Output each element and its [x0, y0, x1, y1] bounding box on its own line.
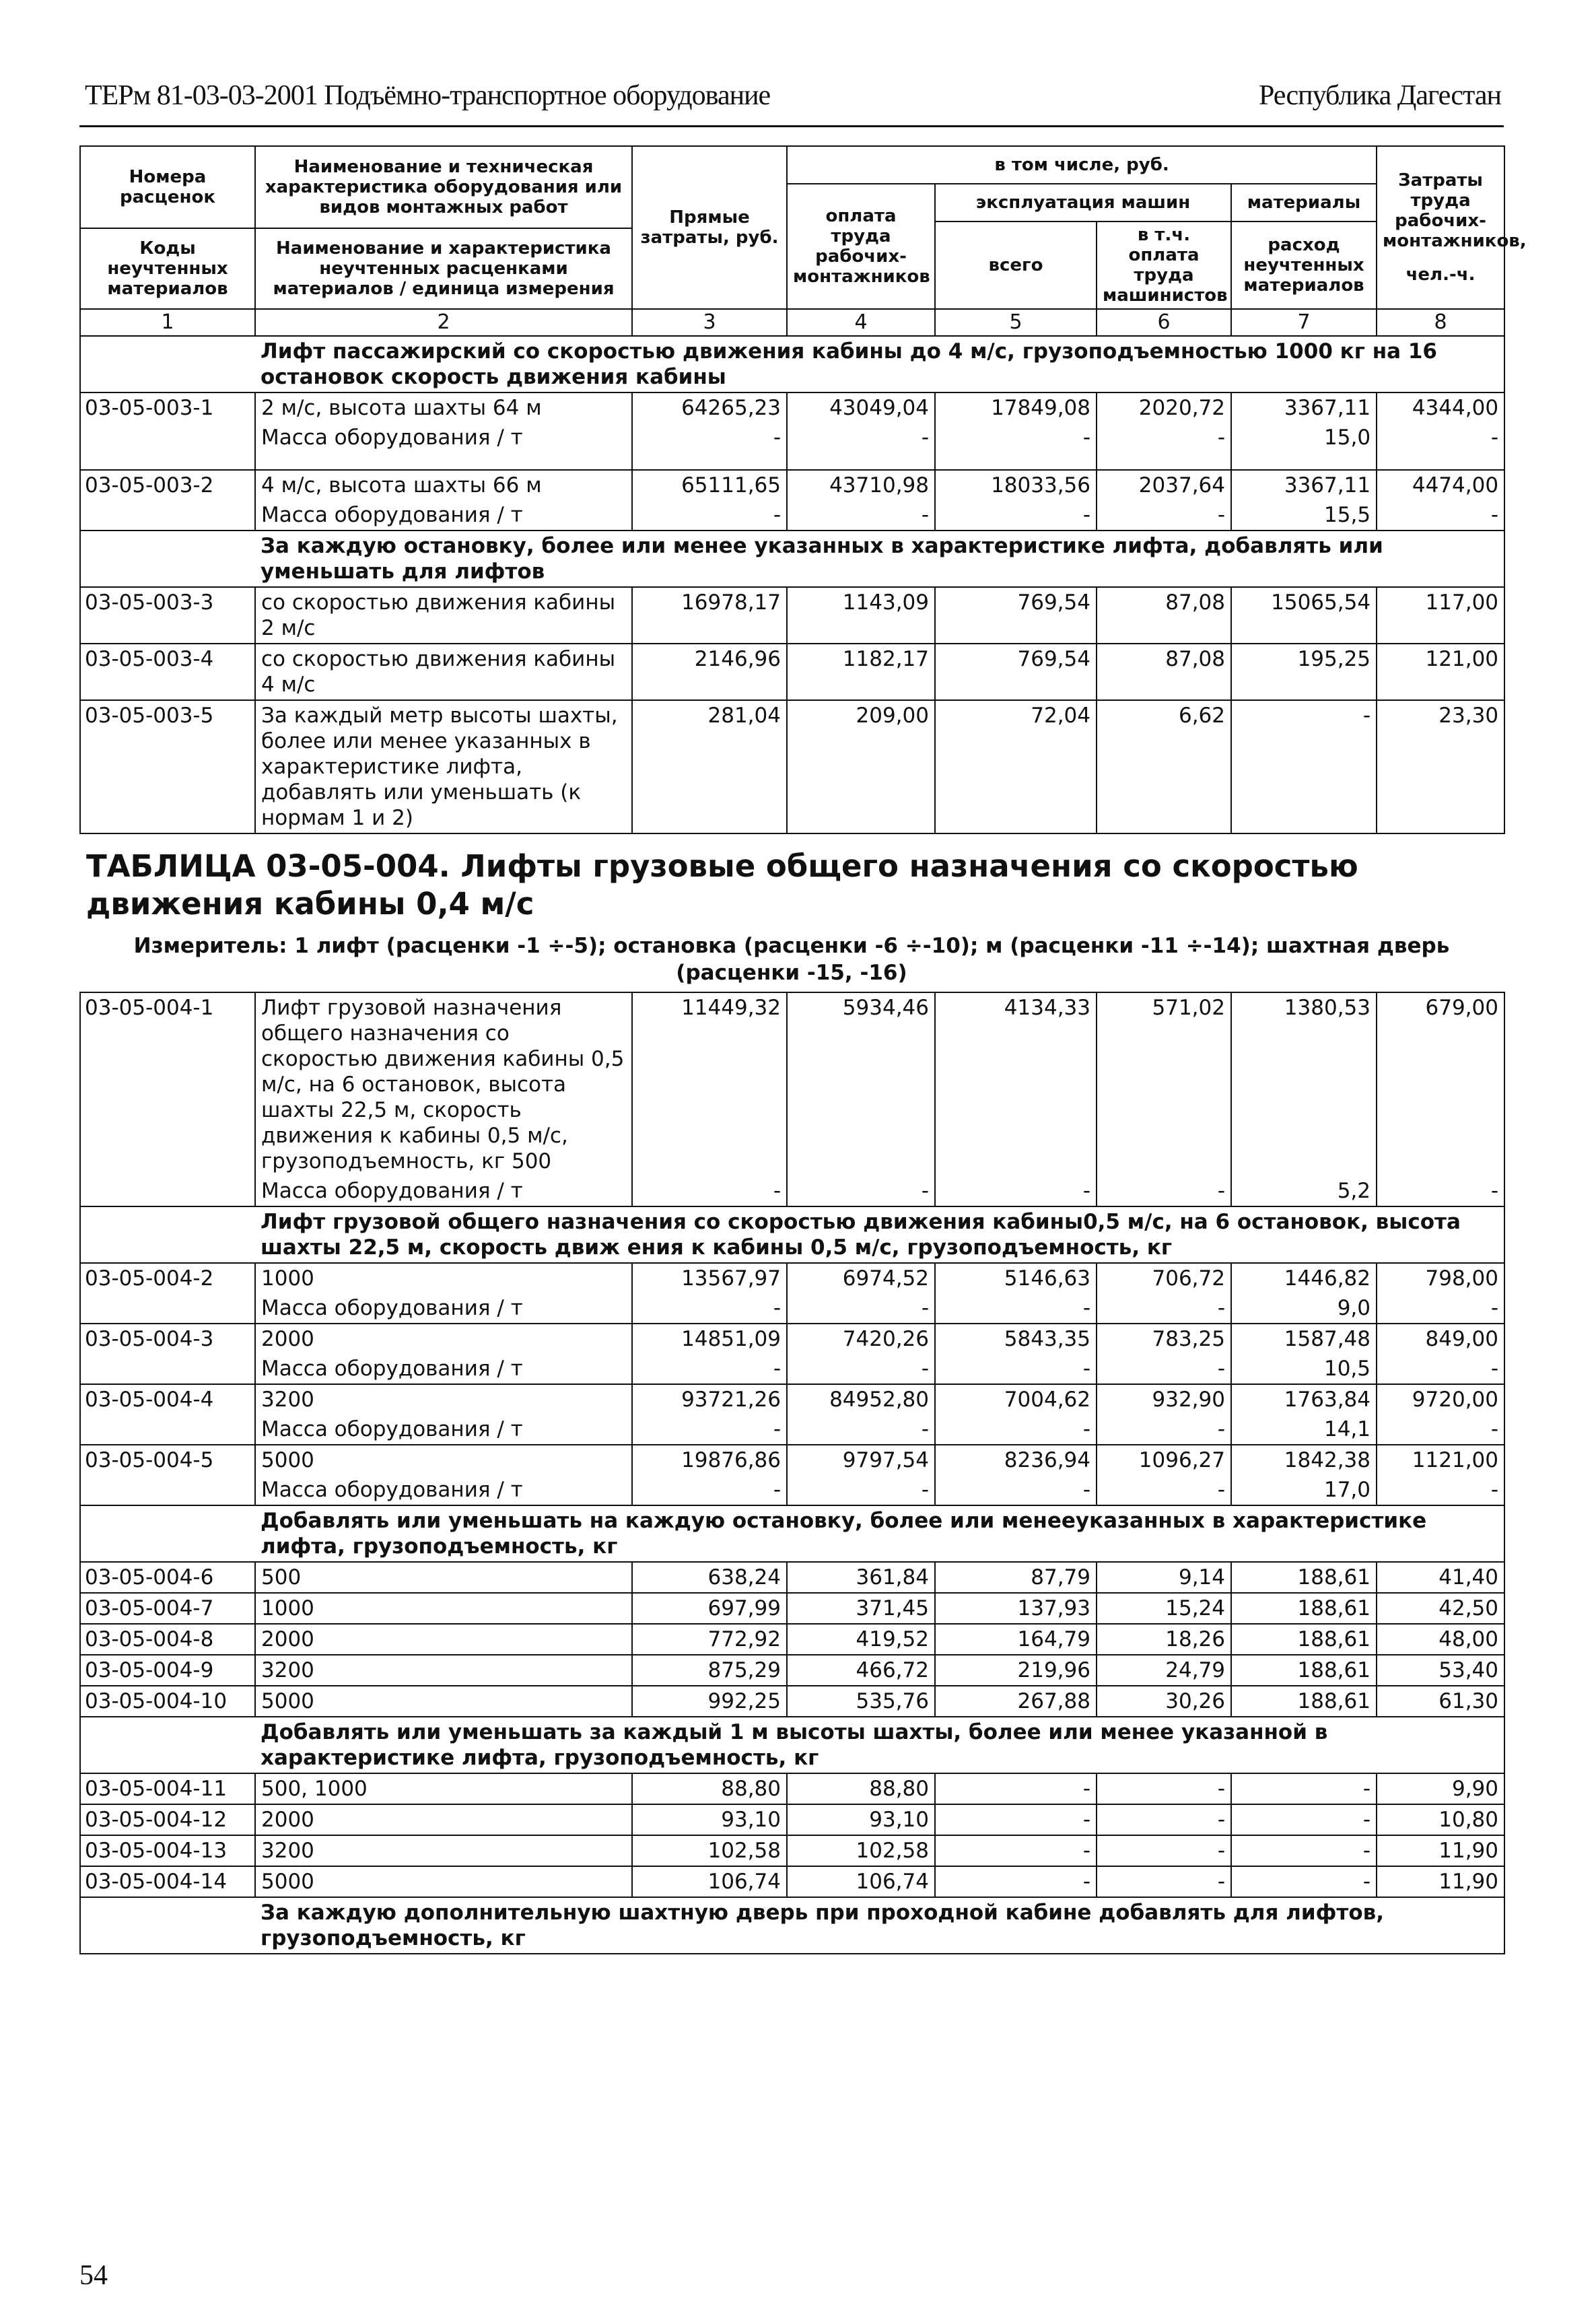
- equipment-mass-row: [80, 1414, 1504, 1445]
- col-number: 4: [787, 309, 935, 336]
- value-c4: 209,00: [787, 700, 935, 833]
- mass-value-c7: 9,0: [1231, 1293, 1377, 1324]
- section-heading-row: [80, 531, 1504, 587]
- value-c8: 61,30: [1377, 1686, 1504, 1717]
- section-heading: За каждую остановку, более или менее указанных в характеристике лифта, добавлять или уменьшать для лифтов: [255, 531, 1504, 587]
- rate-description: 2 м/с, высота шахты 64 м: [255, 392, 632, 423]
- value-c7: 1446,82: [1231, 1263, 1377, 1293]
- value-c4: 535,76: [787, 1686, 935, 1717]
- price-table-frame: [79, 145, 1527, 2230]
- value-c7: 1587,48: [1231, 1324, 1377, 1354]
- value-c6: -: [1097, 1773, 1231, 1804]
- mass-value-c4: -: [787, 1293, 935, 1324]
- value-c3: 11449,32: [632, 992, 787, 1176]
- rate-code: 03-05-003-2: [80, 470, 255, 500]
- mass-value-c4: -: [787, 1354, 935, 1384]
- value-c8: 11,90: [1377, 1866, 1504, 1897]
- col-number: 3: [632, 309, 787, 336]
- value-c3: 93,10: [632, 1804, 787, 1835]
- rate-description: Лифт грузовой назначения общего назначения со скоростью движения кабины 0,5 м/с, на 6 остановок, высота шахты 22,5 м, скорость движения к кабины 0,5 м/с, грузоподъемность, кг 500: [255, 992, 632, 1176]
- mass-value-c6: -: [1097, 1354, 1231, 1384]
- mass-value-c8: -: [1377, 1293, 1504, 1324]
- col-header-material-codes: Коды неучтенных материалов: [80, 228, 255, 309]
- mass-value-c5: -: [935, 423, 1097, 470]
- col-header-operator-wages: в т.ч. оплата труда машинистов: [1097, 221, 1231, 309]
- table-row: [80, 587, 1504, 644]
- mass-value-c8: -: [1377, 423, 1504, 470]
- col-number: 5: [935, 309, 1097, 336]
- rate-code-empty: [80, 1176, 255, 1206]
- value-c4: 9797,54: [787, 1445, 935, 1475]
- rate-code: 03-05-004-12: [80, 1804, 255, 1835]
- table-row: [80, 1866, 1504, 1897]
- value-c8: 679,00: [1377, 992, 1504, 1176]
- rate-code: 03-05-004-1: [80, 992, 255, 1176]
- section-code-cell: [80, 336, 255, 392]
- col-header-materials: материалы: [1231, 184, 1377, 221]
- value-c3: 638,24: [632, 1562, 787, 1593]
- col-header-machines: эксплуатация машин: [935, 184, 1231, 221]
- mass-value-c3: -: [632, 423, 787, 470]
- mass-value-c5: -: [935, 1293, 1097, 1324]
- table-body-block1: [80, 336, 1504, 833]
- value-c7: 1842,38: [1231, 1445, 1377, 1475]
- table-row: [80, 1773, 1504, 1804]
- value-c8: 849,00: [1377, 1324, 1504, 1354]
- table-row: [80, 470, 1504, 500]
- rate-code: 03-05-004-4: [80, 1384, 255, 1414]
- value-c8: 4474,00: [1377, 470, 1504, 500]
- table-row: [80, 1593, 1504, 1624]
- rate-code: 03-05-004-7: [80, 1593, 255, 1624]
- rate-code-empty: [80, 1414, 255, 1445]
- value-c5: 87,79: [935, 1562, 1097, 1593]
- value-c6: 6,62: [1097, 700, 1231, 833]
- rate-code: 03-05-003-3: [80, 587, 255, 644]
- rate-code: 03-05-004-13: [80, 1835, 255, 1866]
- value-c5: -: [935, 1866, 1097, 1897]
- value-c4: 1143,09: [787, 587, 935, 644]
- rate-code: 03-05-004-5: [80, 1445, 255, 1475]
- rate-description: 1000: [255, 1593, 632, 1624]
- table-row: [80, 1804, 1504, 1835]
- value-c4: 371,45: [787, 1593, 935, 1624]
- mass-value-c3: -: [632, 1414, 787, 1445]
- value-c3: 16978,17: [632, 587, 787, 644]
- section-code-cell: [80, 531, 255, 587]
- value-c7: -: [1231, 1773, 1377, 1804]
- value-c6: -: [1097, 1835, 1231, 1866]
- mass-value-c7: 17,0: [1231, 1475, 1377, 1505]
- value-c8: 121,00: [1377, 644, 1504, 700]
- rate-description: 3200: [255, 1655, 632, 1686]
- value-c3: 875,29: [632, 1655, 787, 1686]
- mass-value-c4: -: [787, 1475, 935, 1505]
- value-c8: 41,40: [1377, 1562, 1504, 1593]
- value-c7: 188,61: [1231, 1686, 1377, 1717]
- section-heading-row: [80, 1717, 1504, 1773]
- value-c3: 772,92: [632, 1624, 787, 1655]
- value-c6: 9,14: [1097, 1562, 1231, 1593]
- rate-code: 03-05-004-3: [80, 1324, 255, 1354]
- document-header-title: ТЕРм 81-03-03-2001 Подъёмно-транспортное оборудование: [85, 80, 771, 111]
- col-header-numbers: Номера расценок: [80, 146, 255, 228]
- rate-code: 03-05-004-10: [80, 1686, 255, 1717]
- value-c6: 15,24: [1097, 1593, 1231, 1624]
- col-number: 1: [80, 309, 255, 336]
- table-row: [80, 992, 1504, 1176]
- price-table: [79, 145, 1527, 834]
- col-header-material-names: Наименование и характеристика неучтенных расценками материалов / единица измерения: [255, 228, 632, 309]
- value-c3: 14851,09: [632, 1324, 787, 1354]
- value-c6: -: [1097, 1804, 1231, 1835]
- table-row: [80, 392, 1504, 423]
- value-c8: 42,50: [1377, 1593, 1504, 1624]
- mass-value-c5: -: [935, 1475, 1097, 1505]
- col-header-group-including: в том числе, руб.: [787, 146, 1377, 184]
- table-body-block2: [80, 992, 1504, 1954]
- value-c6: 87,08: [1097, 644, 1231, 700]
- value-c6: 932,90: [1097, 1384, 1231, 1414]
- mass-value-c3: -: [632, 1293, 787, 1324]
- value-c4: 93,10: [787, 1804, 935, 1835]
- col-header-labor-costs: Затраты труда рабочих-монтажников, чел.-ч.: [1377, 146, 1504, 309]
- mass-value-c3: -: [632, 1354, 787, 1384]
- mass-value-c3: -: [632, 500, 787, 531]
- rate-description: 500, 1000: [255, 1773, 632, 1804]
- mass-value-c7: 14,1: [1231, 1414, 1377, 1445]
- col-header-name: Наименование и техническая характеристика оборудования или видов монтажных работ: [255, 146, 632, 228]
- rate-description: 5000: [255, 1686, 632, 1717]
- equipment-mass-label: Масса оборудования / т: [255, 423, 632, 470]
- value-c4: 419,52: [787, 1624, 935, 1655]
- page-number: 54: [79, 2260, 108, 2291]
- value-c4: 106,74: [787, 1866, 935, 1897]
- equipment-mass-label: Масса оборудования / т: [255, 1475, 632, 1505]
- col-header-total: всего: [935, 221, 1097, 309]
- section-heading-row: [80, 1505, 1504, 1562]
- value-c4: 5934,46: [787, 992, 935, 1176]
- table-title: ТАБЛИЦА 03-05-004. Лифты грузовые общего назначения со скоростью движения кабины 0,4 м/с: [86, 848, 1358, 922]
- value-c3: 64265,23: [632, 392, 787, 423]
- value-c6: 783,25: [1097, 1324, 1231, 1354]
- value-c8: 117,00: [1377, 587, 1504, 644]
- rate-description: 500: [255, 1562, 632, 1593]
- section-code-cell: [80, 1717, 255, 1773]
- mass-value-c6: -: [1097, 423, 1231, 470]
- section-heading: Добавлять или уменьшать на каждую остановку, более или менееуказанных в характеристике лифта, грузоподъемность, кг: [255, 1505, 1504, 1562]
- section-heading: За каждую дополнительную шахтную дверь при проходной кабине добавлять для лифтов, грузоподъемность, кг: [255, 1897, 1504, 1954]
- value-c4: 361,84: [787, 1562, 935, 1593]
- rate-code: 03-05-004-14: [80, 1866, 255, 1897]
- value-c3: 102,58: [632, 1835, 787, 1866]
- value-c6: 1096,27: [1097, 1445, 1231, 1475]
- table-row: [80, 1324, 1504, 1354]
- table-row: [80, 644, 1504, 700]
- section-heading-row: [80, 1897, 1504, 1954]
- value-c4: 43049,04: [787, 392, 935, 423]
- table-row: [80, 1655, 1504, 1686]
- col-number: 7: [1231, 309, 1377, 336]
- value-c6: 2037,64: [1097, 470, 1231, 500]
- value-c7: -: [1231, 700, 1377, 833]
- section-heading: Добавлять или уменьшать за каждый 1 м высоты шахты, более или менее указанной в характеристике лифта, грузоподъемность, кг: [255, 1717, 1504, 1773]
- rate-code-empty: [80, 1354, 255, 1384]
- table-row: [80, 1384, 1504, 1414]
- col-header-wages: оплата труда рабочих-монтажников: [787, 184, 935, 309]
- value-c5: 164,79: [935, 1624, 1097, 1655]
- table-row: [80, 1686, 1504, 1717]
- value-c3: 19876,86: [632, 1445, 787, 1475]
- rate-description: 2000: [255, 1624, 632, 1655]
- mass-value-c8: -: [1377, 500, 1504, 531]
- rate-code-empty: [80, 500, 255, 531]
- value-c4: 88,80: [787, 1773, 935, 1804]
- rate-code-empty: [80, 423, 255, 470]
- value-c6: 87,08: [1097, 587, 1231, 644]
- value-c4: 6974,52: [787, 1263, 935, 1293]
- value-c5: -: [935, 1804, 1097, 1835]
- value-c7: -: [1231, 1804, 1377, 1835]
- mass-value-c6: -: [1097, 1414, 1231, 1445]
- value-c8: 9,90: [1377, 1773, 1504, 1804]
- table-measure-unit: Измеритель: 1 лифт (расценки -1 ÷-5); остановка (расценки -6 ÷-10); м (расценки -11 ÷-14); шахтная дверь (расценки -15, -16): [133, 934, 1450, 985]
- section-code-cell: [80, 1206, 255, 1263]
- rate-description: 2000: [255, 1324, 632, 1354]
- rate-description: 5000: [255, 1866, 632, 1897]
- value-c3: 281,04: [632, 700, 787, 833]
- mass-value-c4: -: [787, 1176, 935, 1206]
- mass-value-c5: -: [935, 1176, 1097, 1206]
- value-c3: 2146,96: [632, 644, 787, 700]
- value-c8: 9720,00: [1377, 1384, 1504, 1414]
- value-c5: 5146,63: [935, 1263, 1097, 1293]
- rate-description: со скоростью движения кабины 2 м/с: [255, 587, 632, 644]
- document-header-region: Республика Дагестан: [1258, 80, 1501, 111]
- rate-description: 5000: [255, 1445, 632, 1475]
- value-c6: 30,26: [1097, 1686, 1231, 1717]
- value-c5: 4134,33: [935, 992, 1097, 1176]
- rate-code: 03-05-003-1: [80, 392, 255, 423]
- rate-code: 03-05-004-11: [80, 1773, 255, 1804]
- value-c7: 188,61: [1231, 1655, 1377, 1686]
- value-c4: 7420,26: [787, 1324, 935, 1354]
- equipment-mass-label: Масса оборудования / т: [255, 500, 632, 531]
- value-c8: 23,30: [1377, 700, 1504, 833]
- equipment-mass-row: [80, 1354, 1504, 1384]
- value-c5: 769,54: [935, 587, 1097, 644]
- value-c5: 18033,56: [935, 470, 1097, 500]
- rate-description: со скоростью движения кабины 4 м/с: [255, 644, 632, 700]
- value-c3: 106,74: [632, 1866, 787, 1897]
- value-c6: -: [1097, 1866, 1231, 1897]
- mass-value-c7: 15,0: [1231, 423, 1377, 470]
- rate-description: 3200: [255, 1384, 632, 1414]
- equipment-mass-label: Масса оборудования / т: [255, 1176, 632, 1206]
- mass-value-c3: -: [632, 1475, 787, 1505]
- value-c3: 88,80: [632, 1773, 787, 1804]
- value-c5: 7004,62: [935, 1384, 1097, 1414]
- value-c8: 10,80: [1377, 1804, 1504, 1835]
- col-number: 6: [1097, 309, 1231, 336]
- equipment-mass-row: [80, 1293, 1504, 1324]
- value-c3: 13567,97: [632, 1263, 787, 1293]
- table-row: [80, 1624, 1504, 1655]
- value-c7: 3367,11: [1231, 470, 1377, 500]
- value-c6: 18,26: [1097, 1624, 1231, 1655]
- table-row: [80, 1263, 1504, 1293]
- mass-value-c8: -: [1377, 1414, 1504, 1445]
- rate-description: 2000: [255, 1804, 632, 1835]
- rate-description: 3200: [255, 1835, 632, 1866]
- rate-description: 1000: [255, 1263, 632, 1293]
- value-c7: 188,61: [1231, 1624, 1377, 1655]
- value-c5: 5843,35: [935, 1324, 1097, 1354]
- value-c3: 93721,26: [632, 1384, 787, 1414]
- value-c7: 15065,54: [1231, 587, 1377, 644]
- rate-code: 03-05-003-4: [80, 644, 255, 700]
- mass-value-c6: -: [1097, 1293, 1231, 1324]
- equipment-mass-row: [80, 500, 1504, 531]
- table-row: [80, 1445, 1504, 1475]
- value-c8: 4344,00: [1377, 392, 1504, 423]
- value-c8: 798,00: [1377, 1263, 1504, 1293]
- rate-code: 03-05-003-5: [80, 700, 255, 833]
- value-c4: 1182,17: [787, 644, 935, 700]
- value-c7: 3367,11: [1231, 392, 1377, 423]
- section-heading: Лифт пассажирский со скоростью движения кабины до 4 м/с, грузоподъемностью 1000 кг на 16 остановок скорость движения кабины: [255, 336, 1504, 392]
- mass-value-c8: -: [1377, 1475, 1504, 1505]
- rate-code: 03-05-004-6: [80, 1562, 255, 1593]
- col-header-material-consumption: расход неучтенных материалов: [1231, 221, 1377, 309]
- table-row: [80, 1835, 1504, 1866]
- mass-value-c4: -: [787, 1414, 935, 1445]
- mass-value-c5: -: [935, 1354, 1097, 1384]
- value-c4: 43710,98: [787, 470, 935, 500]
- value-c6: 2020,72: [1097, 392, 1231, 423]
- col-number: 8: [1377, 309, 1504, 336]
- equipment-mass-row: [80, 1176, 1504, 1206]
- value-c6: 24,79: [1097, 1655, 1231, 1686]
- value-c6: 706,72: [1097, 1263, 1231, 1293]
- value-c4: 466,72: [787, 1655, 935, 1686]
- mass-value-c3: -: [632, 1176, 787, 1206]
- section-heading: Лифт грузовой общего назначения со скоростью движения кабины0,5 м/с, на 6 остановок, высота шахты 22,5 м, скорость движ ения к кабины 0,5 м/с, грузоподъемность, кг: [255, 1206, 1504, 1263]
- value-c4: 102,58: [787, 1835, 935, 1866]
- value-c7: 1763,84: [1231, 1384, 1377, 1414]
- rate-code: 03-05-004-9: [80, 1655, 255, 1686]
- section-heading-row: [80, 1206, 1504, 1263]
- value-c5: 267,88: [935, 1686, 1097, 1717]
- rate-code-empty: [80, 1475, 255, 1505]
- value-c5: 17849,08: [935, 392, 1097, 423]
- rate-code: 03-05-004-8: [80, 1624, 255, 1655]
- rate-description: 4 м/с, высота шахты 66 м: [255, 470, 632, 500]
- value-c5: 769,54: [935, 644, 1097, 700]
- rate-description: За каждый метр высоты шахты, более или менее указанных в характеристике лифта, добавлять или уменьшать (к нормам 1 и 2): [255, 700, 632, 833]
- col-header-direct-costs: Прямые затраты, руб.: [632, 146, 787, 309]
- value-c7: 188,61: [1231, 1593, 1377, 1624]
- value-c5: 72,04: [935, 700, 1097, 833]
- mass-value-c6: -: [1097, 1475, 1231, 1505]
- col-number: 2: [255, 309, 632, 336]
- mass-value-c5: -: [935, 1414, 1097, 1445]
- mass-value-c6: -: [1097, 1176, 1231, 1206]
- table-row: [80, 1562, 1504, 1593]
- value-c7: -: [1231, 1835, 1377, 1866]
- mass-value-c7: 5,2: [1231, 1176, 1377, 1206]
- equipment-mass-label: Масса оборудования / т: [255, 1293, 632, 1324]
- value-c7: -: [1231, 1866, 1377, 1897]
- value-c7: 195,25: [1231, 644, 1377, 700]
- rate-code-empty: [80, 1293, 255, 1324]
- section-code-cell: [80, 1505, 255, 1562]
- mass-value-c8: -: [1377, 1354, 1504, 1384]
- value-c8: 1121,00: [1377, 1445, 1504, 1475]
- equipment-mass-label: Масса оборудования / т: [255, 1354, 632, 1384]
- value-c5: 219,96: [935, 1655, 1097, 1686]
- value-c3: 697,99: [632, 1593, 787, 1624]
- mass-value-c4: -: [787, 500, 935, 531]
- value-c5: -: [935, 1773, 1097, 1804]
- equipment-mass-row: [80, 1475, 1504, 1505]
- price-table-continued: [79, 992, 1505, 1954]
- value-c4: 84952,80: [787, 1384, 935, 1414]
- value-c7: 1380,53: [1231, 992, 1377, 1176]
- value-c7: 188,61: [1231, 1562, 1377, 1593]
- table-row: [80, 700, 1504, 833]
- value-c8: 53,40: [1377, 1655, 1504, 1686]
- mass-value-c5: -: [935, 500, 1097, 531]
- rate-code: 03-05-004-2: [80, 1263, 255, 1293]
- value-c5: 137,93: [935, 1593, 1097, 1624]
- mass-value-c4: -: [787, 423, 935, 470]
- value-c6: 571,02: [1097, 992, 1231, 1176]
- mass-value-c7: 15,5: [1231, 500, 1377, 531]
- equipment-mass-row: [80, 423, 1504, 470]
- equipment-mass-label: Масса оборудования / т: [255, 1414, 632, 1445]
- value-c8: 48,00: [1377, 1624, 1504, 1655]
- section-heading-row: [80, 336, 1504, 392]
- mass-value-c8: -: [1377, 1176, 1504, 1206]
- mass-value-c6: -: [1097, 500, 1231, 531]
- mass-value-c7: 10,5: [1231, 1354, 1377, 1384]
- value-c8: 11,90: [1377, 1835, 1504, 1866]
- value-c5: -: [935, 1835, 1097, 1866]
- section-code-cell: [80, 1897, 255, 1954]
- header-rule: [79, 125, 1504, 127]
- value-c3: 992,25: [632, 1686, 787, 1717]
- value-c5: 8236,94: [935, 1445, 1097, 1475]
- value-c3: 65111,65: [632, 470, 787, 500]
